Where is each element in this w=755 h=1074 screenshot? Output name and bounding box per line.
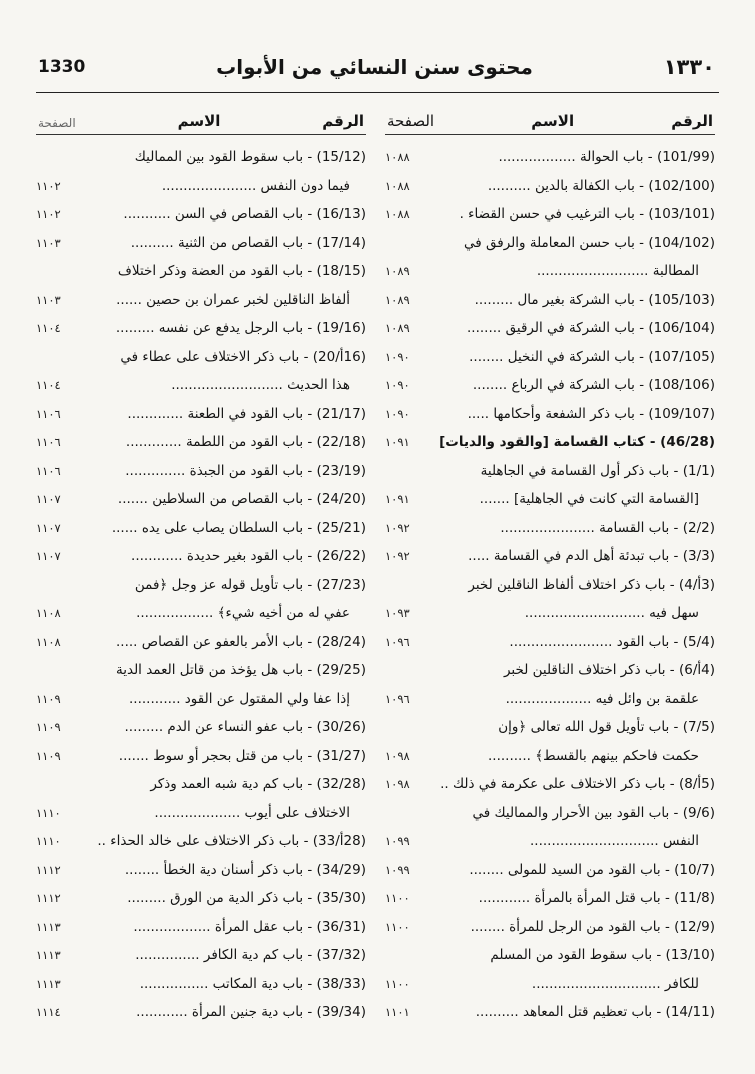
toc-entry xyxy=(385,742,715,771)
entry-title: (27/23) - باب تأويل قوله عز وجل ﴿فمن xyxy=(134,576,366,593)
toc-entry xyxy=(385,628,715,657)
toc-entry xyxy=(36,514,366,543)
toc-entry xyxy=(36,485,366,514)
entry-page-number: ١٠٩٣ xyxy=(385,606,410,620)
toc-entry xyxy=(385,371,715,400)
header-page: الصفحة xyxy=(38,116,76,130)
entry-page-number: ١١٠٠ xyxy=(385,891,410,905)
entry-title: المطالبة .......................... xyxy=(536,263,699,279)
toc-entry xyxy=(385,286,715,315)
toc-entry xyxy=(36,856,366,885)
toc-entry xyxy=(385,941,715,970)
entry-title: إذا عفا ولي المقتول عن القود ............ xyxy=(128,690,350,707)
toc-entry xyxy=(385,400,715,429)
toc-entry xyxy=(36,571,366,600)
entry-page-number: ١١٠٩ xyxy=(36,748,61,763)
toc-entry xyxy=(385,314,715,343)
toc-entry xyxy=(385,200,715,229)
entry-page-number: ١٠٩٠ xyxy=(385,349,410,364)
toc-entry xyxy=(36,998,366,1027)
toc-entry xyxy=(385,457,715,486)
entry-page-number: ١١١٤ xyxy=(36,1005,61,1019)
header-name: الاسم xyxy=(177,112,221,130)
toc-entry xyxy=(385,970,715,999)
header-number: الرقم xyxy=(322,112,364,130)
right-column xyxy=(385,108,715,1027)
entry-title: (101/99) - باب الحوالة .................. xyxy=(498,149,715,165)
entry-page-number: ١٠٩٨ xyxy=(385,777,410,791)
toc-entry xyxy=(36,599,366,628)
entry-title: (9/6) - باب القود بين الأحرار والمماليك في xyxy=(472,804,715,821)
entry-page-number: ١١٠٧ xyxy=(36,549,61,563)
entry-title: [القسامة التي كانت في الجاهلية] ....... xyxy=(479,491,699,507)
entry-page-number: ١١٠٢ xyxy=(36,178,61,193)
entry-title: (2/2) - باب القسامة ...................... xyxy=(500,519,715,536)
entry-title: ألفاظ الناقلين لخبر عمران بن حصين ...... xyxy=(116,291,350,308)
toc-entry xyxy=(36,314,366,343)
page-number-arabic: ١٣٣٠ xyxy=(663,55,715,79)
toc-entry xyxy=(36,656,366,685)
entry-title: (14/11) - باب تعظيم قتل المعاهد .......... xyxy=(475,1004,715,1020)
entry-page-number: ١٠٩٠ xyxy=(385,406,410,421)
entry-title: (104/102) - باب حسن المعاملة والرفق في xyxy=(464,234,715,251)
entry-page-number: ١١٠١ xyxy=(385,1005,410,1019)
entry-page-number: ١١١٢ xyxy=(36,862,61,877)
entry-title: (16/13) - باب القصاص في السن ........... xyxy=(123,206,366,222)
entry-page-number: ١٠٨٨ xyxy=(385,178,410,193)
entry-title: (109/107) - باب ذكر الشفعة وأحكامها ..... xyxy=(467,405,715,422)
toc-entry xyxy=(385,599,715,628)
entry-page-number: ١١٠٦ xyxy=(36,463,61,478)
entry-title: فيما دون النفس ...................... xyxy=(161,177,350,194)
toc-entry xyxy=(385,685,715,714)
entry-title: (11/8) - باب قتل المرأة بالمرأة ............ xyxy=(478,890,715,906)
entry-title: (25/21) - باب السلطان يصاب على يده ...... xyxy=(111,519,366,536)
entry-title: (26/22) - باب القود بغير حديدة ............ xyxy=(131,548,366,564)
entry-title: (10/7) - باب القود من السيد للمولى ........ xyxy=(469,861,715,878)
header-divider xyxy=(36,92,719,93)
toc-entry xyxy=(385,998,715,1027)
toc-entry xyxy=(385,799,715,828)
entry-title: (5/4) - باب القود ........................ xyxy=(509,633,715,650)
toc-entry xyxy=(385,542,715,571)
column-rule xyxy=(36,134,366,135)
left-column xyxy=(36,108,366,1027)
entry-title: (21/17) - باب القود في الطعنة ............. xyxy=(127,405,366,422)
toc-entry xyxy=(385,172,715,201)
toc-entry xyxy=(36,286,366,315)
entry-title: (108/106) - باب الشركة في الرباع ........ xyxy=(472,377,715,393)
entry-title: (29/25) - باب هل يؤخذ من قاتل العمد الدية xyxy=(115,662,366,678)
header-name: الاسم xyxy=(531,112,575,130)
toc-entry xyxy=(385,143,715,172)
page-title: محتوى سنن النسائي من الأبواب xyxy=(216,55,533,79)
entry-page-number: ١٠٩٠ xyxy=(385,378,410,392)
entry-title: (30/26) - باب عفو النساء عن الدم ......... xyxy=(124,719,366,735)
entry-title: (24/20) - باب القصاص من السلاطين ....... xyxy=(117,491,366,507)
entry-title: (18/15) - باب القود من العضة وذكر اختلاف xyxy=(117,263,366,279)
toc-entry xyxy=(36,428,366,457)
toc-entry xyxy=(385,856,715,885)
entry-title: (32/28) - باب كم دية شبه العمد وذكر xyxy=(150,776,366,792)
entry-title: (19/16) - باب الرجل يدفع عن نفسه ......... xyxy=(115,320,366,336)
entry-page-number: ١١٠٤ xyxy=(36,378,61,392)
page-number-latin: 1330 xyxy=(38,57,86,77)
entry-title: الاختلاف على أيوب .................... xyxy=(154,804,350,821)
entry-page-number: ١١٠٩ xyxy=(36,720,61,734)
entry-title: (3أ/4) - باب ذكر اختلاف ألفاظ الناقلين لخبر xyxy=(468,576,715,593)
toc-entry xyxy=(36,542,366,571)
entry-page-number: ١١٠٩ xyxy=(36,691,61,706)
toc-entry xyxy=(36,371,366,400)
right-column-header xyxy=(385,108,715,130)
toc-entry xyxy=(36,628,366,657)
entry-page-number: ١١١٠ xyxy=(36,834,61,848)
entry-title: (16أ/20) - باب ذكر الاختلاف على عطاء في xyxy=(120,348,366,365)
entry-page-number: ١١١٢ xyxy=(36,891,61,905)
entry-title: (28/24) - باب الأمر بالعفو عن القصاص ..... xyxy=(116,633,366,650)
entry-page-number: ١٠٨٩ xyxy=(385,321,410,335)
entry-page-number: ١١٠٣ xyxy=(36,292,61,307)
toc-entry xyxy=(36,913,366,942)
toc-entry xyxy=(36,343,366,372)
entry-page-number: ١٠٩١ xyxy=(385,492,410,506)
toc-entry xyxy=(36,970,366,999)
entry-page-number: ١٠٩٢ xyxy=(385,520,410,535)
toc-entry xyxy=(385,571,715,600)
toc-entry xyxy=(385,827,715,856)
page-header xyxy=(38,50,715,84)
toc-entry xyxy=(36,685,366,714)
column-rule xyxy=(385,134,715,135)
entry-title: (7/5) - باب تأويل قول الله تعالى ﴿وإن xyxy=(498,719,715,735)
toc-entry xyxy=(36,200,366,229)
entry-page-number: ١٠٩١ xyxy=(385,435,410,449)
toc-entry xyxy=(385,713,715,742)
entry-title: هذا الحديث .......................... xyxy=(171,377,350,393)
entry-title: للكافر .............................. xyxy=(531,975,699,992)
toc-entry xyxy=(36,941,366,970)
entry-page-number: ١١٠٧ xyxy=(36,492,61,506)
entry-title: (23/19) - باب القود من الجبذة .............. xyxy=(125,462,366,479)
entry-title: (34/29) - باب ذكر أسنان دية الخطأ ........ xyxy=(124,861,366,878)
entry-title: (106/104) - باب الشركة في الرقيق ........ xyxy=(467,320,715,336)
toc-entry xyxy=(36,400,366,429)
toc-entry xyxy=(36,799,366,828)
toc-entry xyxy=(36,827,366,856)
entry-page-number: ١٠٩٩ xyxy=(385,862,410,877)
toc-entry xyxy=(385,257,715,286)
toc-entry xyxy=(385,428,715,457)
entry-title: (105/103) - باب الشركة بغير مال ......... xyxy=(474,291,715,308)
toc-entry xyxy=(385,770,715,799)
entry-page-number: ١١١٠ xyxy=(36,805,61,820)
toc-entry xyxy=(36,172,366,201)
toc-entry xyxy=(36,884,366,913)
entry-page-number: ١٠٨٩ xyxy=(385,292,410,307)
right-entries xyxy=(385,143,715,1027)
entry-page-number: ١١٠٢ xyxy=(36,207,61,221)
entry-page-number: ١٠٨٩ xyxy=(385,264,410,278)
entry-page-number: ١١١٣ xyxy=(36,919,61,934)
entry-title: (38/33) - باب دية المكاتب ................ xyxy=(139,975,366,992)
entry-title: (5أ/8) - باب ذكر الاختلاف على عكرمة في ذلك .. xyxy=(440,776,715,792)
entry-title: (1/1) - باب ذكر أول القسامة في الجاهلية xyxy=(480,462,715,479)
entry-page-number: ١١٠٠ xyxy=(385,976,410,991)
entry-title: (37/32) - باب كم دية الكافر ............... xyxy=(135,947,366,963)
entry-page-number: ١١٠٤ xyxy=(36,321,61,335)
toc-entry xyxy=(385,913,715,942)
entry-title: (31/27) - باب من قتل بحجر أو سوط ....... xyxy=(118,747,366,764)
entry-page-number: ١١٠٨ xyxy=(36,606,61,620)
toc-entry xyxy=(385,229,715,258)
toc-entry xyxy=(385,343,715,372)
entry-page-number: ١٠٩٨ xyxy=(385,748,410,763)
toc-entry xyxy=(36,143,366,172)
entry-page-number: ١٠٩٦ xyxy=(385,634,410,649)
toc-entry xyxy=(385,514,715,543)
toc-entry xyxy=(36,742,366,771)
header-number: الرقم xyxy=(671,112,713,130)
entry-page-number: ١٠٨٨ xyxy=(385,207,410,221)
toc-entry xyxy=(385,884,715,913)
entry-title: النفس .............................. xyxy=(529,833,699,849)
entry-title: (35/30) - باب ذكر الدية من الورق ......... xyxy=(127,890,366,906)
entry-title: (103/101) - باب الترغيب في حسن القضاء . xyxy=(459,206,715,222)
entry-page-number: ١١١٣ xyxy=(36,976,61,991)
entry-page-number: ١١٠٦ xyxy=(36,406,61,421)
toc-entry xyxy=(36,770,366,799)
toc-entry xyxy=(385,656,715,685)
entry-title: (13/10) - باب سقوط القود من المسلم xyxy=(490,947,715,963)
entry-title: علقمة بن وائل فيه .................... xyxy=(505,690,699,707)
entry-page-number: ١١٠٨ xyxy=(36,634,61,649)
entry-page-number: ١١٠٠ xyxy=(385,919,410,934)
entry-title: (46/28) - كتاب القسامة [والقود والديات] xyxy=(439,434,715,450)
entry-title: حكمت فاحكم بينهم بالقسط﴾ .......... xyxy=(488,747,699,764)
entry-title: (15/12) - باب سقوط القود بين المماليك xyxy=(134,149,366,165)
entry-page-number: ١٠٩٩ xyxy=(385,834,410,848)
entry-title: (39/34) - باب دية جنين المرأة ............ xyxy=(136,1004,366,1020)
entry-title: عفي له من أخيه شيء﴾ .................. xyxy=(136,605,350,621)
entry-page-number: ١٠٩٢ xyxy=(385,549,410,563)
entry-page-number: ١١٠٧ xyxy=(36,520,61,535)
entry-page-number: ١٠٩٦ xyxy=(385,691,410,706)
entry-title: (4أ/6) - باب ذكر اختلاف الناقلين لخبر xyxy=(503,662,715,678)
entry-title: (12/9) - باب القود من الرجل للمرأة ........ xyxy=(470,918,715,935)
entry-title: (22/18) - باب القود من اللطمة ............. xyxy=(125,434,366,450)
entry-page-number: ١١٠٣ xyxy=(36,235,61,250)
toc-entry xyxy=(36,457,366,486)
entry-title: (36/31) - باب عقل المرأة .................. xyxy=(133,918,366,935)
toc-entry xyxy=(36,229,366,258)
toc-entry xyxy=(36,257,366,286)
entry-title: (17/14) - باب القصاص من الثنية .......... xyxy=(130,234,366,251)
entry-title: (28أ/33) - باب ذكر الاختلاف على خالد الحذاء .. xyxy=(97,833,366,849)
left-entries xyxy=(36,143,366,1027)
entry-page-number: ١٠٨٨ xyxy=(385,150,410,164)
toc-entry xyxy=(385,485,715,514)
entry-title: سهل فيه ............................ xyxy=(524,605,699,621)
entry-page-number: ١١١٣ xyxy=(36,948,61,962)
left-column-header xyxy=(36,108,366,130)
entry-title: (107/105) - باب الشركة في النخيل ........ xyxy=(469,348,715,365)
entry-title: (3/3) - باب تبدئة أهل الدم في القسامة ..... xyxy=(468,548,715,564)
toc-entry xyxy=(36,713,366,742)
entry-title: (102/100) - باب الكفالة بالدين .......... xyxy=(487,177,715,194)
header-page: الصفحة xyxy=(387,112,435,130)
entry-page-number: ١١٠٦ xyxy=(36,435,61,449)
